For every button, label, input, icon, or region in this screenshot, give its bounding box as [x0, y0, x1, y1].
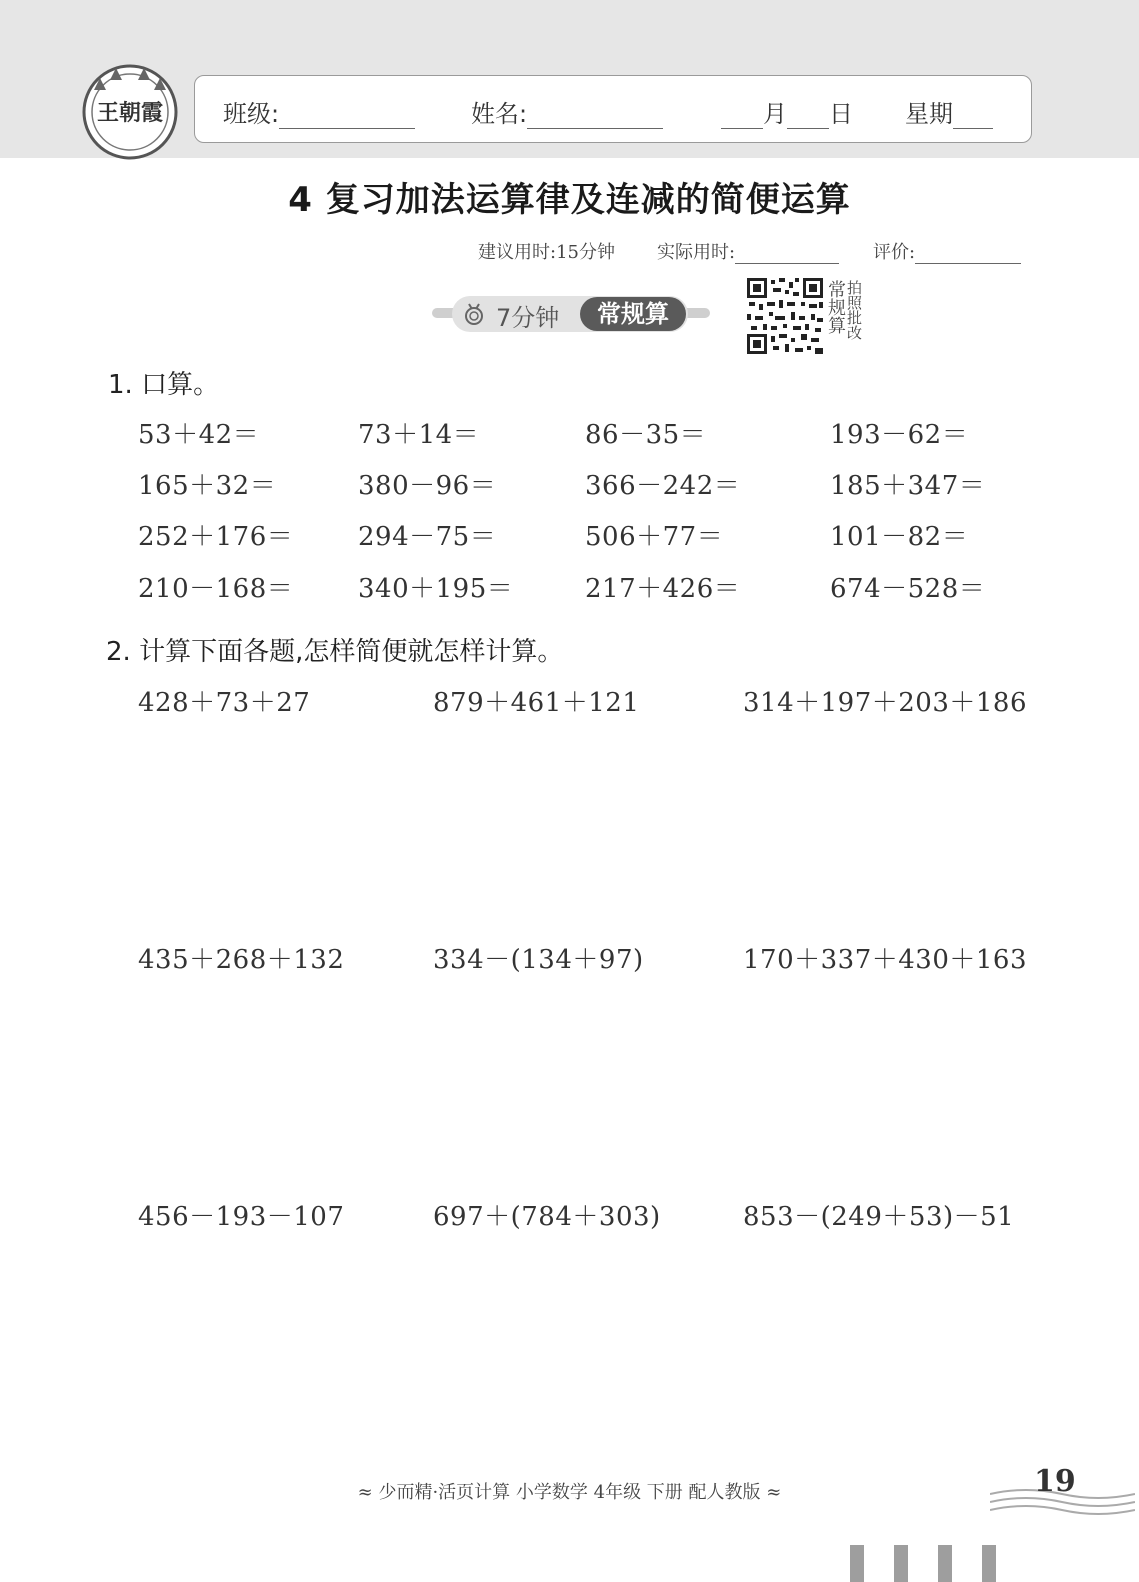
mental-math-item: 165＋32＝: [138, 471, 277, 501]
simplify-problem: 170＋337＋430＋163: [743, 945, 1028, 975]
simplify-problem: 697＋(784＋303): [433, 1202, 661, 1232]
rating-label: 评价:: [873, 242, 916, 263]
actual-time-label: 实际用时:: [657, 242, 736, 263]
mental-math-item: 506＋77＝: [585, 522, 724, 552]
medal-icon: [462, 302, 486, 326]
name-label: 姓名:: [471, 100, 528, 128]
footer-text: ≈ 少而精·活页计算 小学数学 4年级 下册 配人教版 ≈: [357, 1482, 782, 1503]
badge-time: 7分钟: [496, 304, 560, 332]
mental-math-item: 340＋195＝: [358, 574, 514, 604]
mental-math-item: 86－35＝: [585, 420, 707, 450]
name-field: [471, 94, 663, 129]
mental-math-item: 193－62＝: [830, 420, 969, 450]
mental-math-item: 294－75＝: [358, 522, 497, 552]
name-blank[interactable]: [527, 103, 663, 129]
mental-math-item: 252＋176＝: [138, 522, 294, 552]
rating-field: [873, 238, 1021, 264]
simplify-problem: 853－(249＋53)－51: [743, 1202, 1015, 1232]
edge-tab-mark: [850, 1545, 864, 1582]
svg-text:王朝霞: 王朝霞: [96, 100, 164, 126]
badge-tag: 常规算: [580, 297, 686, 331]
day-label: 日: [829, 100, 853, 128]
class-blank[interactable]: [279, 103, 415, 129]
qr-caption-main: 常规算: [825, 280, 846, 334]
edge-tab-mark: [982, 1545, 996, 1582]
page-number: 19: [1034, 1464, 1076, 1499]
class-label: 班级:: [223, 100, 280, 128]
actual-time-field: [657, 238, 839, 264]
student-info-box: [194, 75, 1032, 143]
edge-tab-mark: [938, 1545, 952, 1582]
month-blank[interactable]: [721, 103, 763, 129]
weekday-label: 星期: [905, 100, 953, 128]
simplify-problem: 435＋268＋132: [138, 945, 345, 975]
simplify-problem: 334－(134＋97): [433, 945, 644, 975]
simplify-problem: 456－193－107: [138, 1202, 345, 1232]
mental-math-item: 380－96＝: [358, 471, 497, 501]
suggested-time: 建议用时:15分钟: [478, 242, 615, 263]
month-label: 月: [763, 100, 787, 128]
page-title: 4 复习加法运算律及连减的简便运算: [288, 180, 851, 220]
mental-math-item: 210－168＝: [138, 574, 294, 604]
rating-blank[interactable]: [915, 244, 1021, 264]
mental-math-item: 185＋347＝: [830, 471, 986, 501]
publisher-logo: [80, 60, 180, 160]
question-2-heading: 2. 计算下面各题,怎样简便就怎样计算。: [106, 637, 564, 667]
simplify-problem: 879＋461＋121: [433, 688, 640, 718]
mental-math-item: 53＋42＝: [138, 420, 260, 450]
mental-math-item: 217＋426＝: [585, 574, 741, 604]
simplify-problem: 314＋197＋203＋186: [743, 688, 1028, 718]
mental-math-item: 366－242＝: [585, 471, 741, 501]
date-field: [721, 94, 853, 129]
class-field: [223, 94, 415, 129]
mental-math-item: 674－528＝: [830, 574, 986, 604]
qr-caption-sub: 拍照批改: [845, 280, 863, 340]
simplify-problem: 428＋73＋27: [138, 688, 311, 718]
edge-tab-mark: [894, 1545, 908, 1582]
question-1-heading: 1. 口算。: [108, 370, 220, 400]
qr-code-icon[interactable]: [745, 276, 825, 356]
weekday-blank[interactable]: [953, 103, 993, 129]
weekday-field: [905, 94, 993, 129]
day-blank[interactable]: [787, 103, 829, 129]
mental-math-item: 101－82＝: [830, 522, 969, 552]
mental-math-item: 73＋14＝: [358, 420, 480, 450]
actual-time-blank[interactable]: [735, 244, 839, 264]
